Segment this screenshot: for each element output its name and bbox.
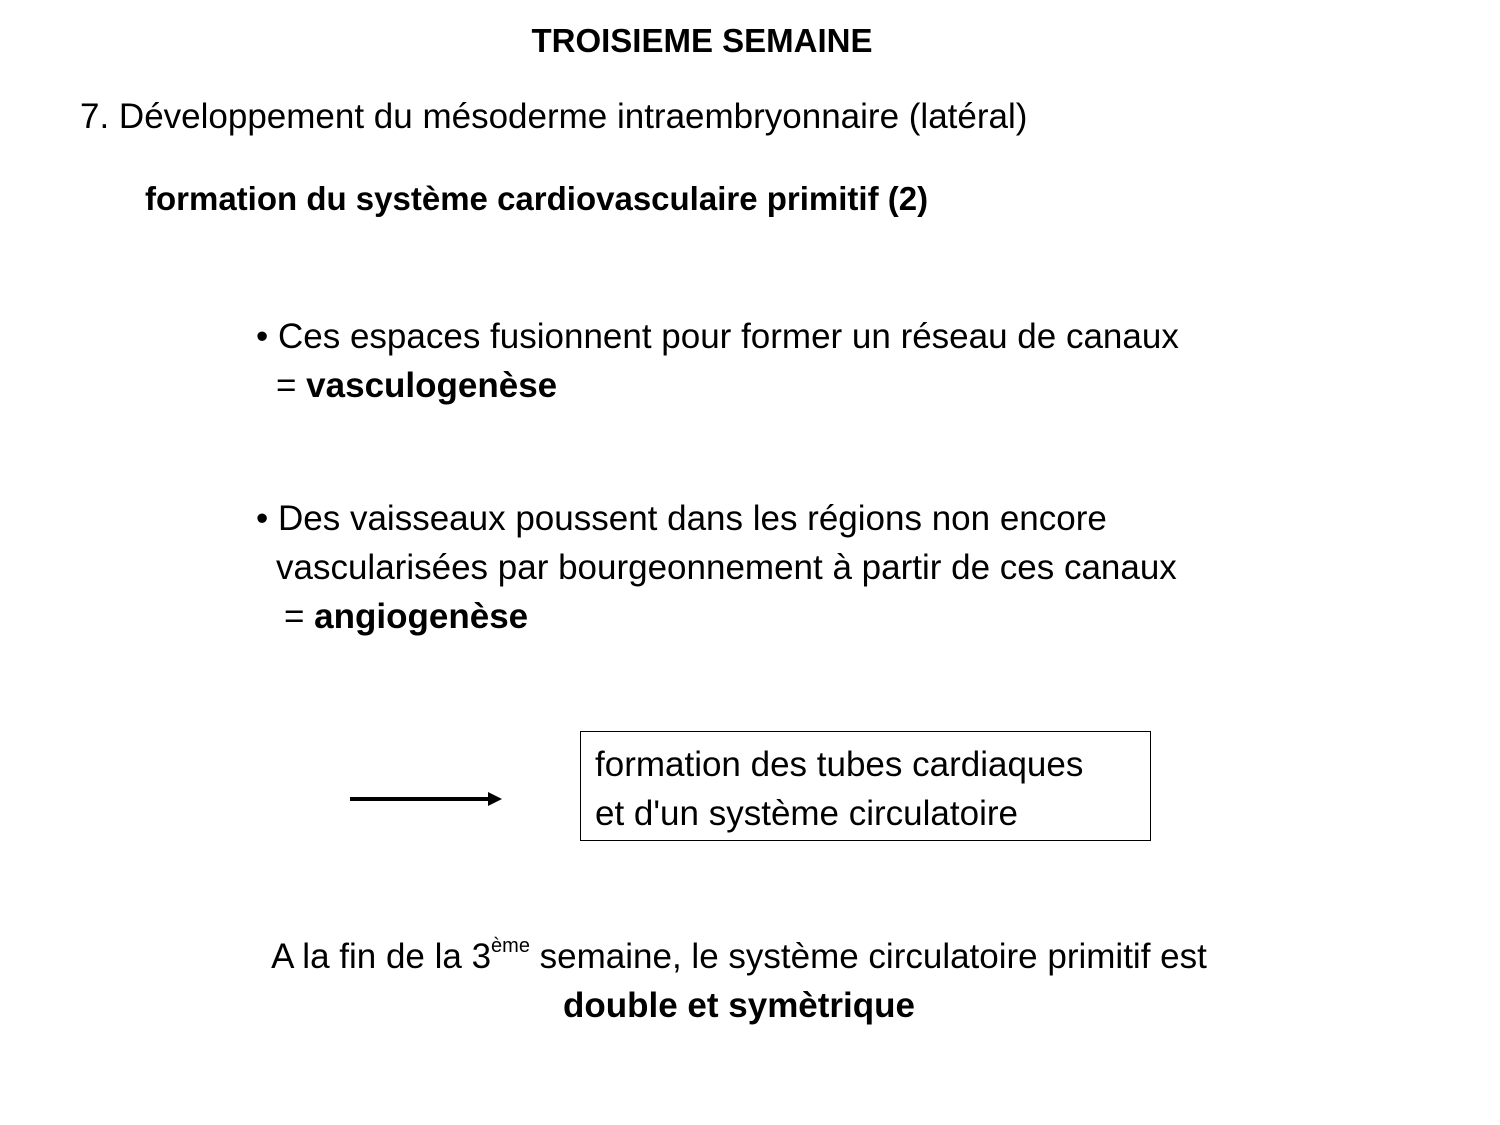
conclusion — [0, 932, 1478, 1030]
section-heading: 7. Développement du mésoderme intraembryonnaire (latéral) — [80, 97, 1028, 136]
bullet-vasculogenesis — [256, 312, 1179, 410]
bullet-text: Ces espaces fusionnent pour former un réseau de canaux — [278, 317, 1179, 356]
bullet-marker: • — [256, 317, 269, 356]
bullet-angiogenesis — [256, 494, 1177, 641]
bullet-text-continued: vascularisées par bourgeonnement à partir de ces canaux — [276, 548, 1177, 587]
result-box — [580, 731, 1151, 841]
subtitle: formation du système cardiovasculaire primitif (2) — [145, 180, 929, 217]
conclusion-text-end: semaine, le système circulatoire primitif est — [529, 937, 1207, 976]
bullet-text: Des vaisseaux poussent dans les régions non encore — [278, 499, 1107, 538]
page-title: TROISIEME SEMAINE — [531, 22, 873, 59]
conclusion-superscript: ème — [491, 935, 530, 957]
result-line-2: et d'un système circulatoire — [595, 794, 1018, 833]
result-line-1: formation des tubes cardiaques — [595, 745, 1084, 784]
equals-prefix: = — [276, 366, 307, 405]
equals-prefix: = — [284, 597, 315, 636]
conclusion-emphasis: double et symètrique — [562, 986, 916, 1025]
term-vasculogenesis: vasculogenèse — [306, 366, 558, 405]
conclusion-text-start: A la fin de la 3 — [271, 937, 492, 976]
bullet-marker: • — [256, 499, 269, 538]
term-angiogenesis: angiogenèse — [314, 597, 529, 636]
right-arrow-icon — [348, 788, 504, 810]
